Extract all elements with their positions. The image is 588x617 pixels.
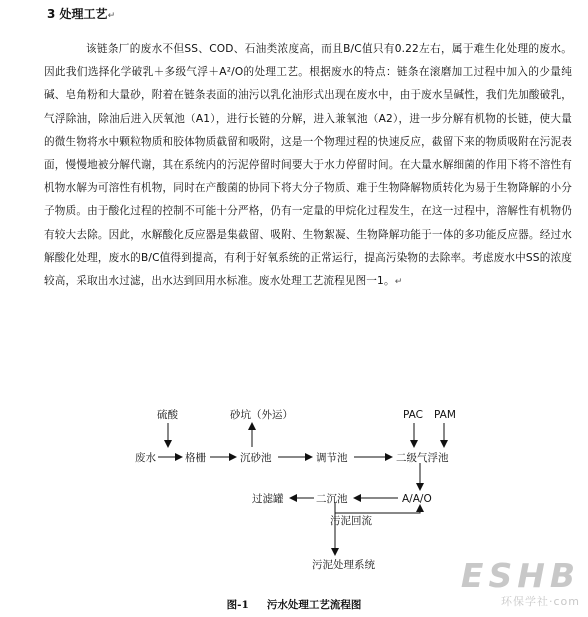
- node-sludge-treatment: 污泥处理系统: [312, 559, 375, 571]
- node-pac: PAC: [403, 409, 423, 421]
- node-sulfuric-acid: 硫酸: [157, 409, 178, 421]
- node-secondary-clarifier: 二沉池: [316, 493, 348, 505]
- watermark-brand: ESHB: [460, 556, 580, 595]
- node-filter-tank: 过滤罐: [252, 493, 284, 505]
- paragraph-mark-icon: ↵: [107, 11, 116, 21]
- body-paragraph: [44, 38, 572, 294]
- node-grit-chamber: 沉砂池: [240, 452, 272, 464]
- section-title: 处理工艺: [59, 7, 108, 21]
- node-sand-pit: 砂坑（外运）: [230, 409, 293, 421]
- node-equalization-tank: 调节池: [316, 452, 348, 464]
- node-flotation-tank: 二级气浮池: [396, 452, 449, 464]
- node-wastewater: 废水: [135, 452, 156, 464]
- paragraph-mark-icon: ↵: [394, 277, 403, 288]
- section-number: 3: [47, 7, 56, 21]
- section-heading: [47, 5, 115, 22]
- flow-arrows: [158, 423, 444, 555]
- site-watermark: [461, 557, 580, 608]
- node-sludge-return: 污泥回流: [330, 515, 372, 527]
- node-a2o: A/A/O: [402, 493, 432, 505]
- node-pam: PAM: [434, 409, 456, 421]
- paragraph-text: 该链条厂的废水不但SS、COD、石油类浓度高，而且B/C值只有0.22左右，属于难生化处理的废水。因此我们选择化学破乳＋多级气浮＋A²/O的处理工艺。根据废水的特点：链条在滚磨加工过程中加入的少量纯碱、皂角粉和大量砂，附着在链条表面的油污以乳化油形式出现在废水中，由于废水呈碱性，我们先加酸破乳，气浮除油，除油后进入厌氧池（A1），进行长链的分解，进入兼氧池（A2），进一步分解有机物的长链，使大量的微生物将水中颗粒物质和胶体物质截留和吸附，这是一个物理过程的快速反应，截留下来的物质吸附在污泥表面，慢慢地被分解代谢，其在系统内的污泥停留时间要大于水力停留时间。在大量水解细菌的作用下将不溶性有机物水解为可溶性有机物，同时在产酸菌的协同下将大分子物质、难于生物降解物质转化为易于生物降解的小分子物质。由于酸化过程的控制不可能十分严格，仍有一定量的甲烷化过程发生，在这一过程中，溶解性有机物仍有较大去除。因此，水解酸化反应器是集截留、吸附、生物絮凝、生物降解功能于一体的多功能反应器。经过水解酸化处理，废水的B/C值得到提高，有利于好氧系统的正常运行，提高污染物的去除率。考虑废水中SS的浓度较高，采取出水过滤，出水达到回用水标准。废水处理工艺流程见图一1。: [44, 43, 572, 288]
- watermark-site: 环保学社·com: [501, 595, 580, 608]
- node-screen: 格栅: [185, 452, 206, 464]
- figure-label: 图-1: [226, 599, 249, 611]
- figure-title: 污水处理工艺流程图: [266, 599, 362, 611]
